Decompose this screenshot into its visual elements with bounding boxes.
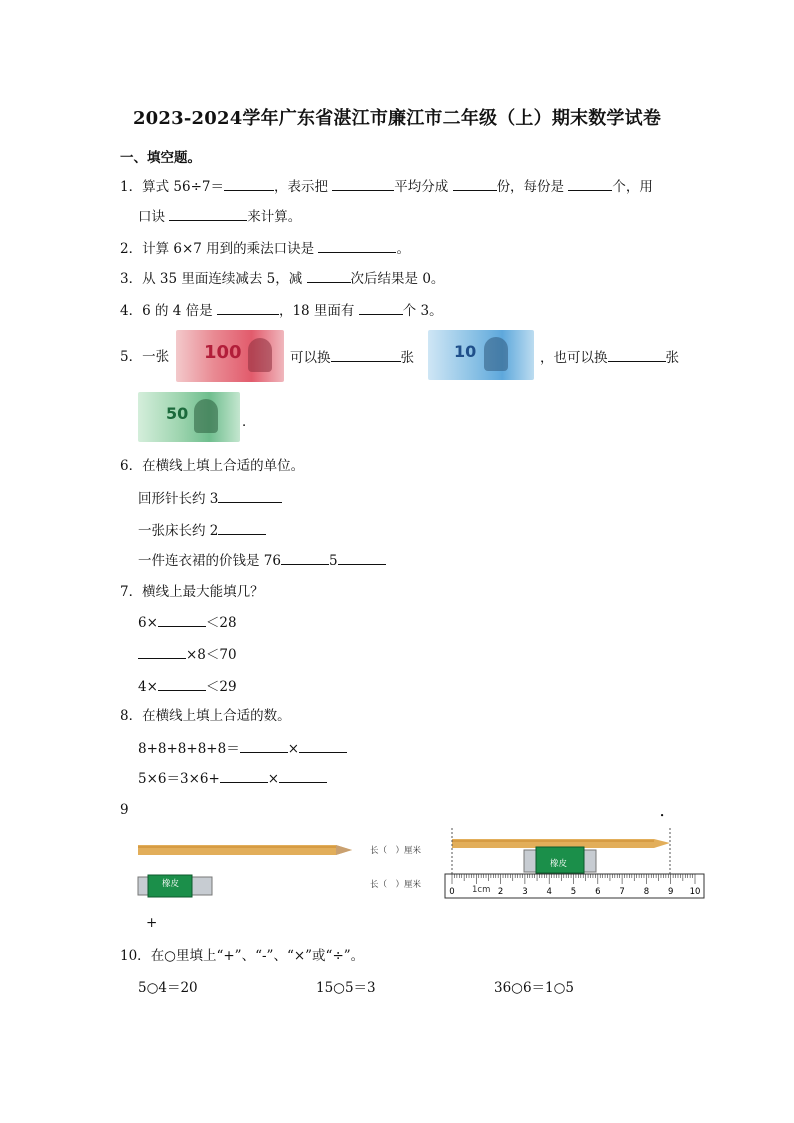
q6-l3-text-a: 一件连衣裙的价钱是 76 [138, 553, 281, 569]
q5-text-c: 张 [400, 350, 414, 366]
q7-l3-b: ＜29 [205, 679, 237, 695]
q6-line-3 [138, 550, 386, 571]
banknote-10-value: 10 [454, 342, 477, 361]
q7-blank-2[interactable] [138, 644, 186, 659]
banknote-50-image [138, 392, 240, 442]
q1-text-c: 平均分成 [394, 179, 449, 195]
q2-text-a: 计算 6×7 用到的乘法口诀是 [142, 241, 315, 257]
banknote-50-value: 50 [166, 404, 189, 423]
q4-blank-2[interactable] [359, 300, 403, 315]
q7-l1-b: ＜28 [205, 615, 237, 631]
q3-text-b: 次后结果是 0。 [350, 271, 445, 287]
q5-text-a: 一张 [142, 349, 170, 365]
q10-number: 10． [120, 948, 151, 964]
q1-text-d: 份，每份是 [496, 179, 565, 195]
q7-blank-1[interactable] [158, 612, 206, 627]
q10-text-a: 在○里填上“+”、“-”、“×”或“÷”。 [150, 948, 365, 964]
q7-text-a: 横线上最大能填几？ [142, 584, 264, 600]
q1-text-e: 个，用 [612, 179, 653, 195]
q5-blank-1[interactable] [331, 347, 401, 362]
question-5-num-text [120, 347, 169, 367]
ruler-tick-label: 2 [497, 887, 504, 897]
q1-blank-4[interactable] [568, 176, 612, 191]
question-8 [120, 706, 291, 726]
q8-blank-1[interactable] [240, 738, 288, 753]
q9-left-figure [136, 826, 436, 902]
q7-l3-a: 4× [138, 679, 158, 695]
q10-expr-3[interactable]: 36○6＝1○5 [494, 980, 575, 996]
question-5-end [540, 347, 679, 368]
q8-l1-a: 8+8+8+8+8＝ [138, 741, 240, 757]
pencil-tip [336, 845, 352, 855]
ruler-tick-label: 0 [449, 887, 455, 897]
q6-line-1 [138, 488, 282, 509]
q6-line-2 [138, 520, 266, 541]
q8-l2-a: 5×6＝3×6+ [138, 771, 220, 787]
portrait-icon [484, 337, 508, 371]
q7-number: 7． [120, 584, 143, 600]
section-heading: 一、填空题。 [120, 150, 201, 166]
length-label-1: 长（ ）厘米 [370, 846, 422, 856]
ruler-tick-label: 10 [689, 887, 701, 897]
q5-text-d: ，也可以换 [540, 350, 608, 366]
question-6 [120, 456, 304, 476]
q1-blank-5[interactable] [169, 206, 247, 221]
q10-expr-2[interactable]: 15○5＝3 [316, 980, 376, 996]
q8-l1-b: × [287, 741, 300, 757]
q7-line-2 [138, 644, 237, 665]
q4-blank-1[interactable] [217, 300, 279, 315]
q1-text-b: ，表示把 [273, 179, 328, 195]
q10-expr-1[interactable]: 5○4＝20 [138, 980, 198, 996]
q5-blank-2[interactable] [608, 347, 666, 362]
q5-text-b: 可以换 [290, 350, 331, 366]
q7-l1-a: 6× [138, 615, 158, 631]
portrait-icon [248, 338, 272, 372]
q5-number: 5． [120, 349, 143, 365]
q8-l2-b: × [267, 771, 280, 787]
q6-l3-text-b: 5 [328, 553, 338, 569]
q3-number: 3． [120, 271, 143, 287]
q3-text-a: 从 35 里面连续减去 5，减 [142, 271, 303, 287]
q4-text-a: 6 的 4 倍是 [142, 303, 213, 319]
q2-blank[interactable] [318, 238, 396, 253]
q4-number: 4． [120, 303, 143, 319]
q1-blank-1[interactable] [224, 176, 274, 191]
question-7 [120, 582, 264, 602]
q4-text-b: ，18 里面有 [278, 303, 355, 319]
eraser-label-right: 橡皮 [550, 859, 568, 869]
portrait-icon [194, 399, 218, 433]
q2-text-b: 。 [396, 241, 410, 257]
ruler-tick-label: 7 [619, 887, 625, 897]
q6-blank-1[interactable] [218, 488, 282, 503]
banknote-10-image [428, 330, 534, 380]
q9-plus: + [146, 915, 158, 931]
q1-text-a: 算式 56÷7＝ [142, 179, 224, 195]
eraser-label-left: 橡皮 [162, 879, 180, 889]
question-2 [120, 238, 410, 259]
q5-text-e: 张 [665, 350, 679, 366]
question-4 [120, 300, 443, 321]
q3-blank[interactable] [307, 268, 351, 283]
question-10 [120, 946, 364, 966]
ruler-tick-label: 8 [643, 887, 650, 897]
q1-blank-2[interactable] [332, 176, 394, 191]
q6-blank-3[interactable] [281, 550, 329, 565]
q1-text-g: 来计算。 [247, 209, 302, 225]
ruler-tick-label: 4 [546, 887, 552, 897]
ruler-tick-label: 5 [570, 887, 577, 897]
q7-line-3 [138, 676, 237, 697]
q8-blank-2[interactable] [299, 738, 347, 753]
q8-line-2 [138, 768, 327, 789]
ruler-unit-label: 1cm [472, 885, 491, 895]
q2-number: 2． [120, 241, 143, 257]
q9-number: 9 [120, 802, 129, 818]
q5-text-f: ． [242, 414, 256, 430]
q4-text-c: 个 3。 [402, 303, 443, 319]
q1-text-f: 口诀 [138, 209, 165, 225]
banknote-100-value: 100 [204, 342, 242, 363]
ruler-tick-label: 3 [522, 887, 528, 897]
q7-blank-3[interactable] [158, 676, 206, 691]
q8-blank-4[interactable] [279, 768, 327, 783]
q6-blank-4[interactable] [338, 550, 386, 565]
q9-dot: ． [660, 804, 674, 820]
question-1 [120, 176, 653, 197]
question-3 [120, 268, 444, 289]
q6-l1-text: 回形针长约 3 [138, 491, 219, 507]
q6-l2-text: 一张床长约 2 [138, 523, 219, 539]
q7-l2-b: ×8＜70 [186, 647, 237, 663]
page-title: 2023-2024学年广东省湛江市廉江市二年级（上）期末数学试卷 [132, 108, 662, 129]
q1-number: 1． [120, 179, 143, 195]
q8-number: 8． [120, 708, 143, 724]
q6-number: 6． [120, 458, 143, 474]
q8-line-1 [138, 738, 347, 759]
length-label-2: 长（ ）厘米 [370, 880, 422, 890]
question-5-mid [290, 347, 414, 368]
question-1-line-2 [138, 206, 301, 227]
q1-blank-3[interactable] [453, 176, 497, 191]
q6-blank-2[interactable] [218, 520, 266, 535]
q6-text-a: 在横线上填上合适的单位。 [142, 458, 305, 474]
q8-blank-3[interactable] [220, 768, 268, 783]
banknote-100-image [176, 330, 284, 382]
ruler-tick-label: 6 [595, 887, 601, 897]
ruler-tick-label: 9 [667, 887, 674, 897]
q8-text-a: 在横线上填上合适的数。 [142, 708, 291, 724]
q7-line-1 [138, 612, 237, 633]
